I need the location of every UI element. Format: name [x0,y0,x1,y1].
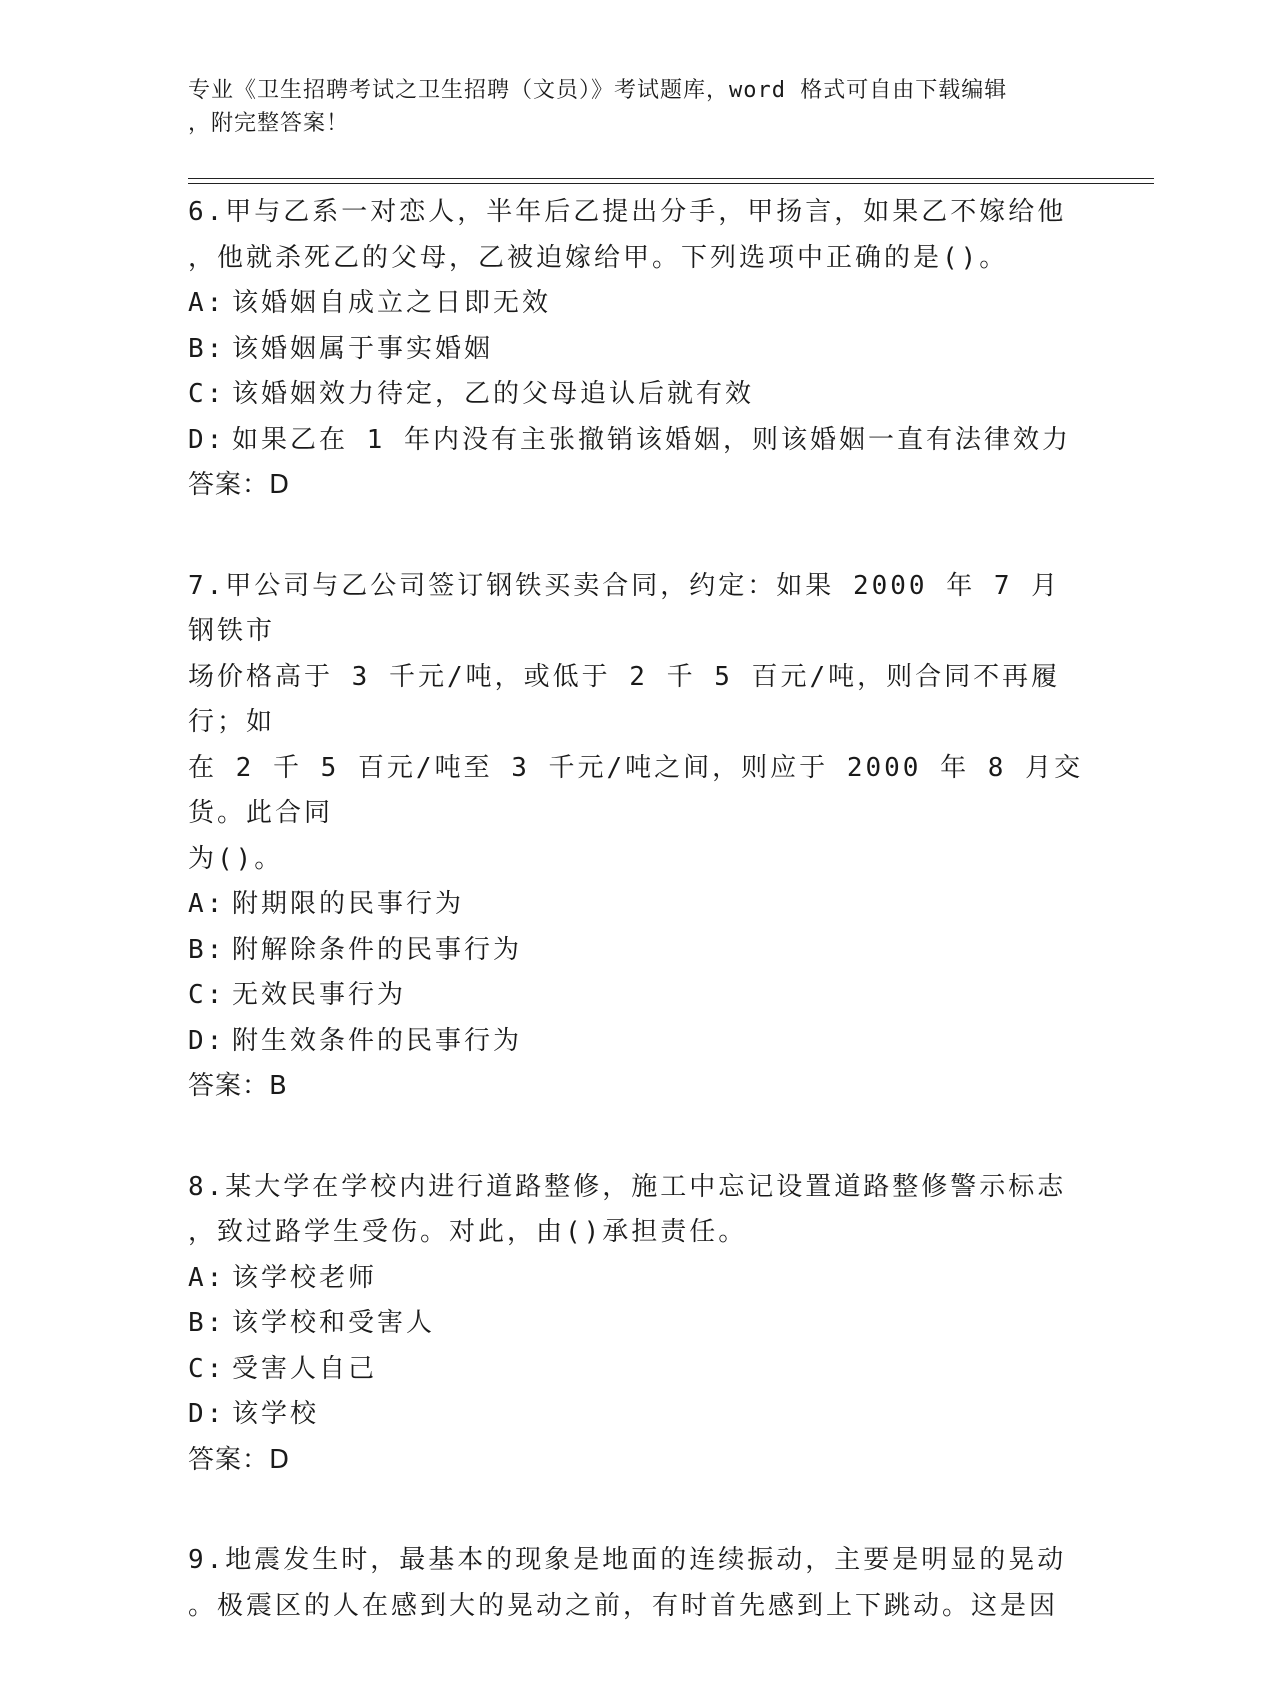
question-stem-line: 场价格高于 3 千元/吨，或低于 2 千 5 百元/吨，则合同不再履行；如 [188,661,1061,737]
option-text: 如果乙在 1 年内没有主张撤销该婚姻，则该婚姻一直有法律效力 [232,424,1071,455]
option-key: A: [188,889,226,919]
option-text: 该婚姻效力待定，乙的父母追认后就有效 [232,379,755,409]
answer-line: 答案：D [188,1444,291,1475]
question-stem-line: ，致过路学生受伤。对此，由()承担责任。 [188,1217,748,1247]
option-key: B: [188,1308,226,1338]
option-a [188,882,1088,928]
header-divider [188,183,1154,184]
question-8 [188,1165,1088,1484]
option-text: 受害人自己 [232,1353,378,1384]
question-9 [188,1538,1088,1629]
option-key: B: [188,934,226,965]
question-stem-line: 9.地震发生时，最基本的现象是地面的连续振动，主要是明显的晃动 [188,1545,1067,1575]
header-line-2: ，附完整答案！ [188,111,350,136]
option-key: B: [188,333,226,364]
option-text: 该婚姻属于事实婚姻 [232,333,494,364]
option-c [188,973,1088,1019]
option-d [188,418,1088,464]
option-text: 附期限的民事行为 [232,889,465,919]
option-text: 附生效条件的民事行为 [232,1025,523,1056]
question-stem-line: 。极震区的人在感到大的晃动之前，有时首先感到上下跳动。这是因 [188,1590,1059,1621]
option-text: 该学校 [232,1399,320,1429]
question-stem-line: 为()。 [188,843,284,874]
option-c [188,1347,1088,1393]
option-text: 该婚姻自成立之日即无效 [232,288,552,318]
option-key: D: [188,424,226,455]
option-text: 该学校老师 [232,1262,378,1293]
question-list [188,190,1088,1684]
question-7 [188,564,1088,1110]
question-stem-line: 在 2 千 5 百元/吨至 3 千元/吨之间，则应于 2000 年 8 月交货。此合同 [188,752,1084,828]
option-b [188,1301,1088,1347]
option-d [188,1019,1088,1065]
question-stem-line: 6.甲与乙系一对恋人，半年后乙提出分手，甲扬言，如果乙不嫁给他 [188,197,1067,227]
option-key: D: [188,1025,226,1056]
option-key: D: [188,1399,226,1429]
question-stem-line: 8.某大学在学校内进行道路整修，施工中忘记设置道路整修警示标志 [188,1171,1067,1202]
question-6 [188,190,1088,509]
option-key: C: [188,980,226,1010]
option-text: 该学校和受害人 [232,1308,436,1338]
option-key: C: [188,1353,226,1384]
header-line-1: 专业《卫生招聘考试之卫生招聘（文员）》考试题库，word 格式可自由下载编辑 [188,78,1008,103]
option-key: A: [188,288,226,318]
option-a [188,1256,1088,1302]
option-text: 无效民事行为 [232,980,407,1010]
option-key: C: [188,379,226,409]
option-c [188,372,1088,418]
option-text: 附解除条件的民事行为 [232,934,523,965]
document-header [188,74,1068,140]
option-a [188,281,1088,327]
header-divider [188,178,1154,179]
option-b [188,928,1088,974]
question-stem-line: ，他就杀死乙的父母，乙被迫嫁给甲。下列选项中正确的是()。 [188,242,1009,273]
option-b [188,327,1088,373]
answer-line: 答案：B [188,1071,288,1101]
option-key: A: [188,1262,226,1293]
question-stem-line: 7.甲公司与乙公司签订钢铁买卖合同，约定：如果 2000 年 7 月钢铁市 [188,570,1061,646]
option-d [188,1392,1088,1438]
answer-line: 答案：D [188,470,291,500]
